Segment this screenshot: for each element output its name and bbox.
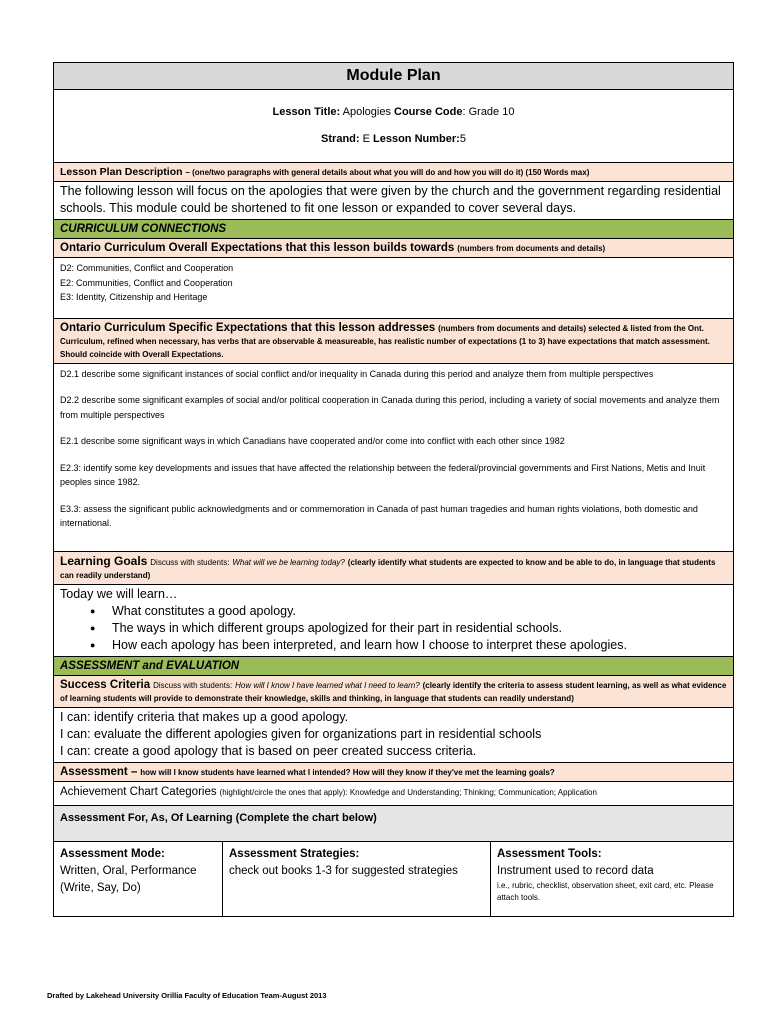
assessment-evaluation-heading: ASSESSMENT and EVALUATION — [54, 657, 733, 676]
assessment-columns — [54, 842, 733, 916]
goals-note: (clearly identify what students are expected to know and be able to do, in language that students can readily understand) — [60, 557, 716, 580]
success-note: (clearly identify the criteria to assess student learning, as well as what evidence of learning students will provide to demonstrate their knowledge, skills and thinking, in language that students can readily understand) — [60, 680, 727, 703]
description-note: – (one/two paragraphs with general details about what you will do and how you will do it) (150 Words max) — [185, 168, 590, 177]
list-item: ● What constitutes a good apology. — [90, 603, 727, 620]
achievement-chart-row — [54, 782, 733, 806]
list-item: ● The ways in which different groups apologized for their part in residential schools. — [90, 620, 727, 637]
overall-note: (numbers from documents and details) — [457, 244, 606, 253]
tools-note: i.e., rubric, checklist, observation sheet, exit card, etc. Please attach tools. — [497, 880, 714, 902]
list-item: E3.3: assess the significant public acknowledgments and or commemoration in Canada of past human tragedies and human rights violations, both domestic and international. — [60, 503, 698, 528]
course-code-value: : Grade 10 — [462, 106, 515, 118]
achievement-note: (highlight/circle the ones that apply): Knowledge and Understanding; Thinking; Communication; Application — [219, 787, 597, 797]
description-heading: Lesson Plan Description — [60, 166, 183, 178]
success-prefix: Discuss with students: — [153, 680, 233, 690]
assessment-mode-cell — [54, 842, 222, 916]
list-item: D2: Communities, Conflict and Cooperation — [60, 263, 234, 273]
assessment-heading: Assessment – — [60, 765, 138, 778]
strategies-heading: Assessment Strategies: — [229, 847, 360, 860]
strand-label: Strand: — [321, 133, 360, 145]
mode-heading: Assessment Mode: — [60, 847, 165, 860]
curriculum-connections-heading: CURRICULUM CONNECTIONS — [54, 220, 733, 239]
description-header — [54, 163, 733, 182]
tools-heading: Assessment Tools: — [497, 847, 602, 860]
specific-expectations-list — [54, 364, 733, 552]
strand-value: E — [362, 133, 370, 145]
success-criteria-header — [54, 676, 733, 708]
success-question: How will I know I have learned what I need to learn? — [235, 680, 420, 690]
description-text: The following lesson will focus on the apologies that were given by the church and the government regarding residential schools. This module could be shortened to fit one lesson or expanded to cover several days. — [54, 182, 733, 220]
for-as-of-heading: Assessment For, As, Of Learning (Complete the chart below) — [54, 806, 733, 842]
assessment-strategies-cell — [222, 842, 490, 916]
course-code-label: Course Code — [394, 106, 463, 118]
overall-expectations-list — [54, 258, 733, 319]
lesson-number-value: 5 — [459, 133, 466, 145]
success-heading: Success Criteria — [60, 678, 151, 691]
assessment-header — [54, 763, 733, 782]
list-item: E2.1 describe some significant ways in which Canadians have cooperated and/or come into conflict with each other since 1982 — [60, 436, 565, 446]
specific-heading: Ontario Curriculum Specific Expectations that this lesson addresses — [60, 321, 436, 334]
achievement-heading: Achievement Chart Categories — [60, 785, 217, 798]
success-criteria-body — [54, 708, 733, 763]
learning-goals-header — [54, 552, 733, 585]
mode-line2: (Write, Say, Do) — [60, 881, 141, 894]
lesson-title-label: Lesson Title: — [272, 106, 341, 118]
tools-text: Instrument used to record data — [497, 864, 654, 877]
specific-note: (numbers from documents and details) selected & listed from the Ont. Curriculum, refined when necessary, has verbs that are observable & measureable, has realistic number of expectations (1 to 3) have expectations that match assessment. Should coincide with Overall Expectations. — [60, 323, 710, 359]
learning-goals-body — [54, 585, 733, 657]
strategies-text: check out books 1-3 for suggested strategies — [229, 864, 458, 877]
list-item: I can: evaluate the different apologies given for organizations part in residential schools — [60, 726, 542, 741]
goals-prefix: Discuss with students: — [150, 557, 230, 567]
overall-heading: Ontario Curriculum Overall Expectations that this lesson builds towards — [60, 242, 455, 254]
assessment-tools-cell — [490, 842, 733, 916]
goals-intro: Today we will learn… — [60, 586, 178, 601]
list-item: E2.3: identify some key developments and issues that have affected the relationship between the federal/provincial governments and First Nations, Metis and Inuit peoples since 1982. — [60, 462, 706, 487]
list-item: I can: identify criteria that makes up a good apology. — [60, 709, 349, 724]
list-item: D2.2 describe some significant examples of social and/or political cooperation in Canada during this period, including a variety of social movements and analyze them from multiple perspectives — [60, 395, 720, 420]
goals-heading: Learning Goals — [60, 553, 148, 568]
list-item: E3: Identity, Citizenship and Heritage — [60, 292, 208, 302]
page-title: Module Plan — [54, 63, 733, 90]
lesson-number-label: Lesson Number: — [373, 133, 460, 145]
module-plan-table — [53, 62, 734, 917]
list-item: ● How each apology has been interpreted, and learn how I choose to interpret these apologies. — [90, 637, 727, 654]
lesson-title-value: Apologies — [342, 106, 391, 118]
list-item: D2.1 describe some significant instances of social conflict and/or inequality in Canada during this period and analyze them from multiple perspectives — [60, 368, 654, 379]
list-item: E2: Communities, Conflict and Cooperation — [60, 277, 233, 288]
lesson-info — [54, 90, 733, 163]
mode-line1: Written, Oral, Performance — [60, 864, 197, 877]
assessment-note: how will I know students have learned what I intended? How will they know if they've met the learning goals? — [140, 767, 555, 777]
goals-list — [60, 603, 727, 654]
goals-question: What will we be learning today? — [232, 557, 345, 567]
specific-expectations-header — [54, 319, 733, 364]
overall-expectations-header — [54, 239, 733, 258]
list-item: I can: create a good apology that is based on peer created success criteria. — [60, 743, 477, 758]
footer-credit: Drafted by Lakehead University Orillia Faculty of Education Team-August 2013 — [47, 991, 327, 1000]
